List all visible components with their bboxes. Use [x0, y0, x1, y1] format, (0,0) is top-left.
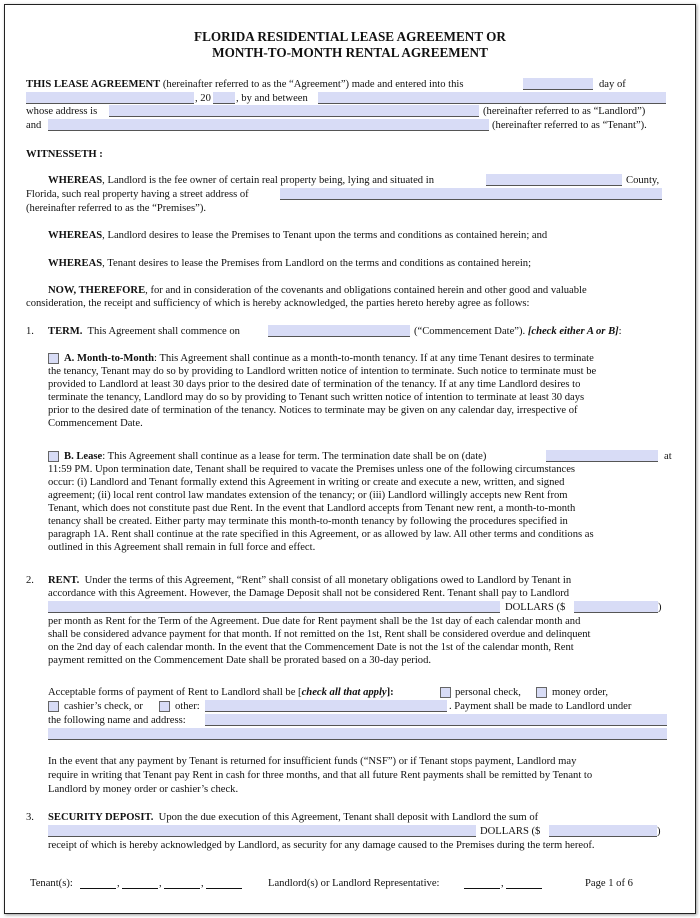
- deposit-heading: SECURITY DEPOSIT.: [48, 812, 154, 823]
- intro-line1: [26, 79, 463, 91]
- whereas1-text: , Landlord is the fee owner of certain real property being, lying and situated in: [102, 175, 434, 186]
- rent-line4: shall be considered advance payment for that month. If not remitted on the 1st, Rent shall be considered overdue and delinquent: [48, 629, 591, 640]
- check-all-instruction: check all that apply: [301, 687, 387, 698]
- month-to-month-checkbox[interactable]: [48, 353, 59, 364]
- nsf-line1: In the event that any payment by Tenant is returned for insufficient funds (“NSF”) or if Tenant stops payment, Landlord may: [48, 756, 577, 767]
- deposit-amount-words-field[interactable]: [48, 825, 476, 837]
- payment-forms-line: [48, 687, 394, 699]
- lease-line2: 11:59 PM. Upon termination date, Tenant shall be required to vacate the Premises unless one of the following circumstances: [48, 464, 576, 475]
- intro-text: (hereinafter referred to as the “Agreement”) made and entered into this: [162, 79, 464, 90]
- lease-line3: occur: (i) Landlord and Tenant formally extend this Agreement in writing or create and execute a new, written, and signed: [48, 477, 565, 488]
- lease-text: : This Agreement shall continue as a lease for term. The termination date shall be on (date): [102, 451, 487, 462]
- rent-heading: RENT.: [48, 575, 80, 586]
- premises-address-field[interactable]: [280, 188, 662, 200]
- personal-check-checkbox[interactable]: [440, 687, 451, 698]
- lease-heading: B. Lease: [64, 451, 103, 462]
- county-label: County,: [626, 175, 660, 186]
- personal-check-label: personal check,: [455, 687, 521, 698]
- tenant-initial-3[interactable]: [164, 888, 200, 889]
- lease-at-label: at: [664, 451, 672, 462]
- whereas3-text: , Tenant desires to lease the Premises from Landlord on the terms and conditions as contained herein;: [102, 258, 532, 269]
- payee-name-field[interactable]: [205, 714, 667, 726]
- tenant-initial-1[interactable]: [80, 888, 116, 889]
- lease-line7: paragraph 1A. Rent shall continue at the rate specified in this Agreement, or as allowed by law. All other terms and conditions as: [48, 529, 594, 540]
- rent-line1: [48, 575, 571, 587]
- now-therefore-text: , for and in consideration of the covenants and obligations contained herein and other good and valuable: [145, 285, 587, 296]
- rent-dollars-close: ): [658, 602, 662, 613]
- tenant-initial-4[interactable]: [206, 888, 242, 889]
- lease-line5: Tenant, which does not constitute past due Rent. In the event that Landlord accepts from Tenant new rent, a month-to-month: [48, 503, 576, 514]
- month-to-month-text: : This Agreement shall continue as a month-to-month tenancy. If at any time Tenant desires to terminate: [154, 353, 594, 364]
- month-to-month-line4: terminate the tenancy, Landlord may do so by providing to Tenant such written notice of intention to terminate at least 30 days: [48, 392, 585, 403]
- tenant-ref-label: (hereinafter referred to as “Tenant”).: [492, 120, 647, 131]
- rent-text: Under the terms of this Agreement, “Rent” shall consist of all monetary obligations owed to Landlord by Tenant in: [84, 575, 572, 586]
- termination-date-field[interactable]: [546, 450, 658, 462]
- whereas2-text: , Landlord desires to lease the Premises to Tenant upon the terms and conditions as contained herein; and: [102, 230, 548, 241]
- premises-ref-label: (hereinafter referred to as the “Premises”).: [26, 203, 206, 214]
- county-field[interactable]: [486, 174, 622, 186]
- street-address-label: Florida, such real property having a street address of: [26, 189, 249, 200]
- term-colon: :: [618, 326, 622, 337]
- footer-comma: ,: [117, 878, 120, 889]
- tenant-name-field[interactable]: [48, 119, 489, 131]
- rent-number: 2.: [26, 575, 34, 586]
- landlord-initial-2[interactable]: [506, 888, 542, 889]
- cashiers-check-label: cashier’s check, or: [64, 701, 143, 712]
- month-to-month-line6: Commencement Date.: [48, 418, 143, 429]
- landlord-initial-1[interactable]: [464, 888, 500, 889]
- payment-made-label: . Payment shall be made to Landlord under: [449, 701, 632, 712]
- deposit-number: 3.: [26, 812, 34, 823]
- lease-line8: outlined in this Agreement shall remain in full force and effect.: [48, 542, 316, 553]
- month-to-month-line1: [64, 353, 594, 365]
- cashiers-check-checkbox[interactable]: [48, 701, 59, 712]
- by-and-between-label: , by and between: [236, 93, 308, 104]
- footer-landlord-label: Landlord(s) or Landlord Representative:: [268, 878, 440, 889]
- check-either-instruction: [check either A or B]: [527, 326, 619, 337]
- deposit-line1: [48, 812, 538, 824]
- rent-line2: accordance with this Agreement. However, the Damage Deposit shall not be considered Rent. Tenant shall pay to Landlord: [48, 588, 570, 599]
- term-commence-text: This Agreement shall commence on: [87, 326, 240, 337]
- lease-line1: [64, 451, 486, 463]
- deposit-amount-field[interactable]: [549, 825, 657, 837]
- month-to-month-heading: A. Month-to-Month: [64, 353, 155, 364]
- month-to-month-line2: the tenancy, Tenant may do so by providing to Landlord written notice of intention to terminate. Such notice to terminate must be: [48, 366, 597, 377]
- month-to-month-line5: prior to the desired date of termination of the tenancy. Notices to terminate may be given on any calendar day, irrespective of: [48, 405, 578, 416]
- lease-term-checkbox[interactable]: [48, 451, 59, 462]
- deposit-text: Upon the due execution of this Agreement, Tenant shall deposit with Landlord the sum of: [158, 812, 539, 823]
- whereas3-line: [48, 258, 531, 270]
- money-order-checkbox[interactable]: [536, 687, 547, 698]
- page-number: Page 1 of 6: [585, 878, 633, 889]
- witnesseth-heading: WITNESSETH :: [26, 149, 103, 160]
- tenant-initial-2[interactable]: [122, 888, 158, 889]
- rent-dollars-label: DOLLARS ($: [505, 602, 566, 613]
- deposit-line3: receipt of which is hereby acknowledged by Landlord, as security for any damage caused to the Premises during the term hereof.: [48, 840, 595, 851]
- payment-forms-close: ]:: [386, 687, 394, 698]
- whose-address-label: whose address is: [26, 106, 98, 117]
- other-payment-label: other:: [175, 701, 200, 712]
- now-therefore-lead: NOW, THEREFORE: [48, 285, 146, 296]
- whereas2-line: [48, 230, 547, 242]
- money-order-label: money order,: [552, 687, 609, 698]
- agreement-month-field[interactable]: [26, 92, 194, 104]
- rent-amount-field[interactable]: [574, 601, 658, 613]
- whereas3-lead: WHEREAS: [48, 258, 103, 269]
- commencement-date-label: (“Commencement Date”).: [414, 326, 526, 337]
- footer-comma: ,: [159, 878, 162, 889]
- rent-line5: on the 2nd day of each calendar month. In the event that the Commencement Date is not the 1st of the calendar month, Rent: [48, 642, 574, 653]
- deposit-dollars-close: ): [657, 826, 661, 837]
- other-payment-field[interactable]: [205, 700, 447, 712]
- document-title-line1: FLORIDA RESIDENTIAL LEASE AGREEMENT OR: [194, 29, 506, 44]
- year-prefix: , 20: [195, 93, 211, 104]
- payment-forms-text: Acceptable forms of payment of Rent to Landlord shall be [: [48, 687, 302, 698]
- deposit-dollars-label: DOLLARS ($: [480, 826, 541, 837]
- term-number: 1.: [26, 326, 34, 337]
- whereas1-line1: [48, 175, 434, 187]
- agreement-day-field[interactable]: [523, 78, 593, 90]
- rent-line3: per month as Rent for the Term of the Agreement. Due date for Rent payment shall be the 1st day of each calendar month and: [48, 616, 581, 627]
- agreement-year-field[interactable]: [213, 92, 235, 104]
- whereas2-lead: WHEREAS: [48, 230, 103, 241]
- nsf-line3: Landlord by money order or cashier’s check.: [48, 784, 239, 795]
- landlord-name-field[interactable]: [318, 92, 666, 104]
- commencement-label: [414, 326, 622, 338]
- landlord-address-field[interactable]: [109, 105, 479, 117]
- and-label: and: [26, 120, 42, 131]
- lease-line4: agreement; (ii) local rent control law mandates extension of the tenancy; or (iii) Landlord willingly accepts new Rent from: [48, 490, 568, 501]
- footer-comma: ,: [501, 878, 504, 889]
- term-heading: TERM.: [48, 326, 83, 337]
- day-of-label: day of: [599, 79, 626, 90]
- month-to-month-line3: provided to Landlord at least 30 days prior to the desired date of termination of the tenancy. If at any time Landlord desires to: [48, 379, 581, 390]
- nsf-line2: require in writing that Tenant pay Rent in cash for three months, and that all future Rent payments shall be remitted by Tenant to: [48, 770, 593, 781]
- rent-line6: payment remitted on the Commencement Date shall be prorated based on a 30-day period.: [48, 655, 432, 666]
- term-line: [48, 326, 240, 338]
- other-payment-checkbox[interactable]: [159, 701, 170, 712]
- document-title-line2: MONTH-TO-MONTH RENTAL AGREEMENT: [212, 45, 488, 60]
- whereas1-lead: WHEREAS: [48, 175, 103, 186]
- footer-comma: ,: [201, 878, 204, 889]
- now-therefore-line2: consideration, the receipt and sufficiency of which is hereby acknowledged, the parties hereto hereby agree as follows:: [26, 298, 530, 309]
- payee-address-field[interactable]: [48, 728, 667, 740]
- commencement-date-field[interactable]: [268, 325, 410, 337]
- lease-line6: tenancy shall be created. Either party may terminate this month-to-month tenancy by following the procedures specified in: [48, 516, 568, 527]
- rent-amount-words-field[interactable]: [48, 601, 500, 613]
- following-name-label: the following name and address:: [48, 715, 186, 726]
- landlord-ref-label: (hereinafter referred to as “Landlord”): [483, 106, 646, 117]
- intro-lead: THIS LEASE AGREEMENT: [26, 79, 161, 90]
- footer-tenants-label: Tenant(s):: [30, 878, 73, 889]
- now-therefore-line1: [48, 285, 587, 297]
